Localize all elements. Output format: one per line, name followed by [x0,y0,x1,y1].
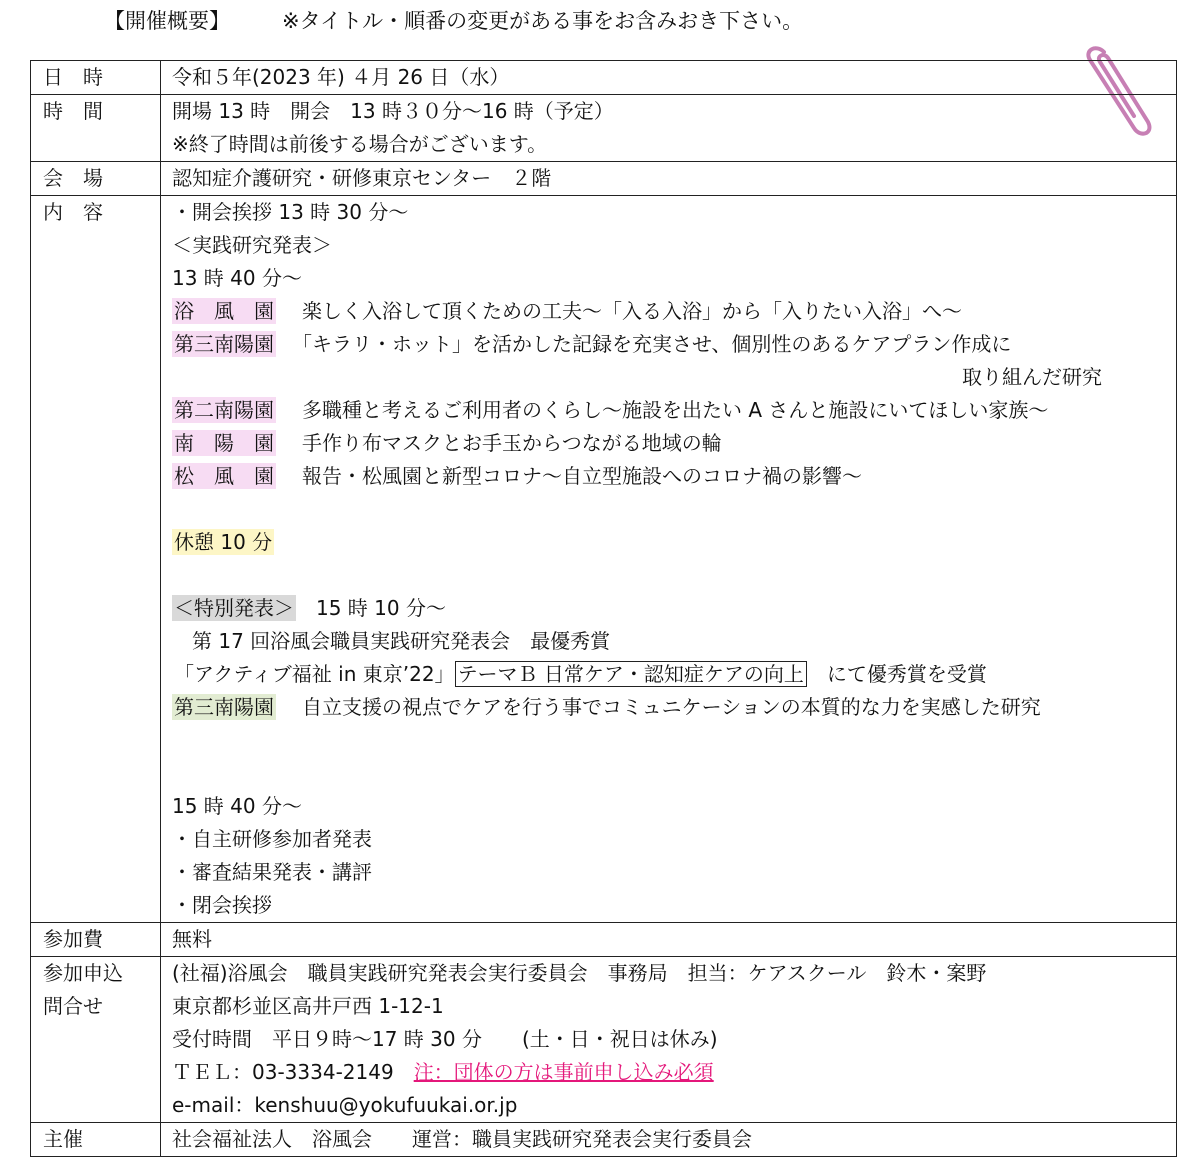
content-cell [161,196,1177,923]
presentation-title: 報告・松風園と新型コロナ～自立型施設へのコロナ禍の影響～ [302,464,862,488]
row-content [31,196,1177,923]
presentation-org: 第三南陽園 [174,332,274,356]
section-practice-research: ＜実践研究発表＞ [172,233,332,257]
value-fee: 無料 [161,923,1177,957]
time-note: ※終了時間は前後する場合がございます。 [172,132,548,156]
start-time-1: 13 時 40 分～ [172,266,302,290]
special-award-detail [172,658,1176,691]
label-venue: 会 場 [31,162,161,196]
contact-organizer: (社福)浴風会 職員実践研究発表会実行委員会 事務局 担当：ケアスクール 鈴木・案野 [172,961,987,985]
presentation-item [172,427,1176,460]
presentation-org: 南 陽 園 [174,431,274,455]
label-date: 日 時 [31,61,161,95]
label-inquiry: 問合せ [43,994,103,1018]
presentation-org: 第二南陽園 [174,398,274,422]
event-info-table [30,60,1177,1157]
value-host: 社会福祉法人 浴風会 運営：職員実践研究発表会実行委員会 [161,1123,1177,1157]
label-fee: 参加費 [31,923,161,957]
special-title: 自立支援の視点でケアを行う事でコミュニケーションの本質的な力を実感した研究 [302,695,1041,719]
row-time [31,95,1177,162]
time-schedule: 開場 13 時 開会 13 時３０分～16 時（予定） [172,99,614,123]
closing-item: ・自主研修参加者発表 [172,827,372,851]
heading-note: ※タイトル・順番の変更がある事をお含みおき下さい。 [282,9,804,33]
section-special: ＜特別発表＞ [174,596,294,620]
row-host [31,1123,1177,1157]
presentation-item [172,460,1176,493]
heading-title: 【開催概要】 [104,9,230,33]
special-presentation [172,691,1176,724]
special-award: 第 17 回浴風会職員実践研究発表会 最優秀賞 [192,629,611,653]
value-date: 令和５年(2023 年) ４月 26 日（水） [161,61,1177,95]
presentation-title: 多職種と考えるご利用者のくらし～施設を出たい A さんと施設にいてほしい家族～ [302,398,1049,422]
special-award-result: にて優秀賞を受賞 [826,662,987,686]
start-time-3: 15 時 40 分～ [172,794,302,818]
group-warning: 注：団体の方は事前申し込み必須 [413,1060,714,1084]
special-org: 第三南陽園 [174,695,274,719]
presentation-item [172,328,1176,361]
start-time-2: 15 時 10 分～ [316,596,446,620]
document-heading [104,6,803,36]
opening-greeting: ・開会挨拶 13 時 30 分～ [172,200,409,224]
contact-hours: 受付時間 平日９時～17 時 30 分 (土・日・祝日は休み) [172,1027,718,1051]
special-theme-box: テーマＢ 日常ケア・認知症ケアの向上 [455,661,807,687]
special-event-name: 「アクティブ福祉 in 東京’22」 [174,662,455,686]
break-label: 休憩 10 分 [174,530,273,554]
presentation-org: 浴 風 園 [174,299,274,323]
presentation-title: 楽しく入浴して頂くための工夫～「入る入浴」から「入りたい入浴」へ～ [302,299,962,323]
label-time: 時 間 [31,95,161,162]
presentation-item [172,394,1176,427]
row-fee [31,923,1177,957]
value-venue: 認知症介護研究・研修東京センター ２階 [161,162,1177,196]
presentation-title: 手作り布マスクとお手玉からつながる地域の輪 [302,431,722,455]
closing-item: ・審査結果発表・講評 [172,860,372,884]
label-host: 主催 [31,1123,161,1157]
label-application: 参加申込 [43,961,123,985]
presentation-title: 「キラリ・ホット」を活かした記録を充実させ、個別性のあるケアプラン作成に [302,332,1012,356]
label-content: 内 容 [31,196,161,923]
row-contact [31,957,1177,1123]
contact-tel: ＴＥＬ：03-3334-2149 [172,1060,394,1084]
contact-email[interactable]: e-mail：kenshuu@yokufuukai.or.jp [172,1093,518,1117]
closing-item: ・閉会挨拶 [172,893,272,917]
contact-address: 東京都杉並区高井戸西 1-12-1 [172,994,444,1018]
presentation-org: 松 風 園 [174,464,274,488]
row-date [31,61,1177,95]
presentation-title-continued: 取り組んだ研究 [962,365,1102,389]
row-venue [31,162,1177,196]
presentation-item [172,295,1176,328]
